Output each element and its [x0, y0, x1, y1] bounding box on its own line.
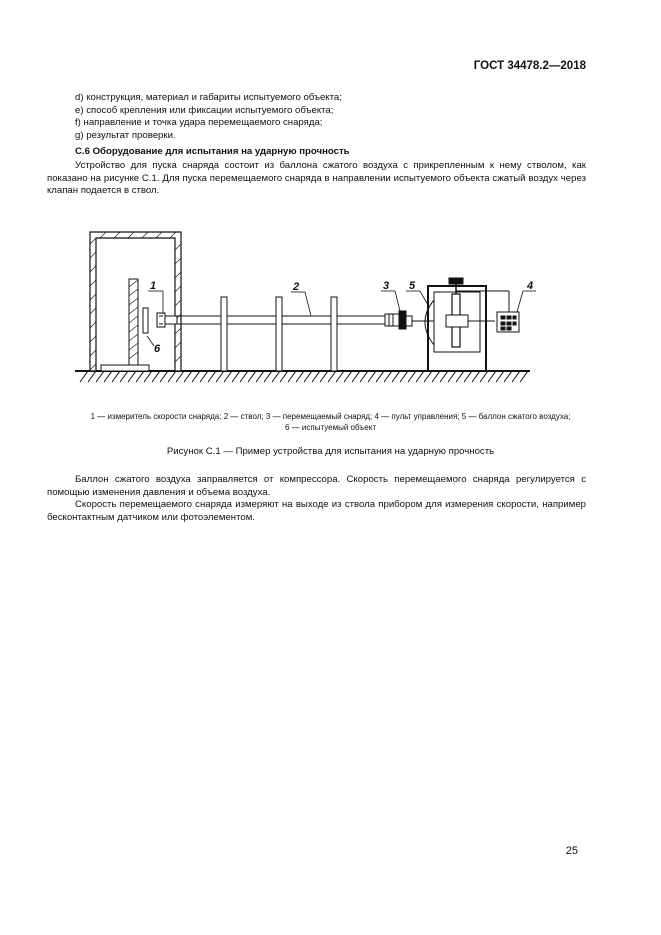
- test-object: [101, 279, 149, 371]
- figure-caption: Рисунок С.1 — Пример устройства для испытания на ударную прочность: [166, 446, 495, 457]
- list-item: e) способ крепления или фиксации испытуемого объекта;: [75, 104, 334, 116]
- legend-num: 2: [223, 412, 229, 421]
- legend-text: испытуемый объект: [301, 423, 376, 432]
- section-heading: С.6 Оборудование для испытания на ударную прочность: [75, 146, 350, 157]
- list-item: f) направление и точка удара перемещаемого снаряда;: [75, 117, 323, 128]
- air-cylinder: [412, 278, 495, 371]
- legend-text: измеритель скорости снаряда;: [107, 412, 222, 421]
- callout-2: 2: [293, 281, 300, 293]
- body-paragraph: Скорость перемещаемого снаряда измеряют на выходе из ствола прибором для измерения скорости, например бесконтактным датчиком или фотоэлементом.: [47, 499, 586, 523]
- callout-1: 1: [150, 280, 157, 292]
- legend-num: 3: [265, 412, 271, 421]
- velocity-meter: [157, 313, 177, 327]
- legend-text: пульт управления;: [391, 412, 460, 421]
- barrel-supports: [221, 297, 337, 371]
- legend-text: ствол;: [240, 412, 264, 421]
- legend-num: 6: [285, 423, 290, 432]
- page-number: 25: [565, 845, 578, 857]
- leader-lines: [147, 291, 536, 346]
- projectile: [385, 311, 412, 329]
- figure-diagram: [0, 0, 661, 405]
- section-paragraph: Устройство для пуска снаряда состоит из баллона сжатого воздуха с прикрепленным к нему стволом, как показано на рисунке С.1. Для пуска перемещаемого снаряда в направлении испытуемого объекта сжатый воздух через клапан подается в ствол.: [47, 160, 586, 196]
- callout-3: 3: [383, 280, 390, 292]
- callout-4: 4: [527, 280, 534, 292]
- legend-text: перемещаемый снаряд;: [282, 412, 373, 421]
- legend-num: 1: [90, 412, 96, 421]
- list-item: d) конструкция, материал и габариты испытуемого объекта;: [75, 92, 342, 103]
- callout-5: 5: [409, 280, 416, 292]
- document-number: ГОСТ 34478.2—2018: [473, 60, 586, 72]
- legend-num: 4: [374, 412, 379, 421]
- callout-6: 6: [154, 343, 161, 355]
- ground-hatching: [80, 371, 528, 382]
- legend-text: баллон сжатого воздуха;: [478, 412, 571, 421]
- body-paragraph: Баллон сжатого воздуха заправляется от компрессора. Скорость перемещаемого снаряда регулируется с помощью изменения давления и объема воздуха.: [47, 474, 586, 498]
- list-item: g) результат проверки.: [75, 129, 176, 141]
- legend-num: 5: [461, 412, 467, 421]
- figure-legend: 1 — измеритель скорости снаряда; 2 — ствол; 3 — перемещаемый снаряд; 4 — пульт управления; 5 — баллон сжатого воздуха; 6 — испытуемый объект: [90, 412, 571, 432]
